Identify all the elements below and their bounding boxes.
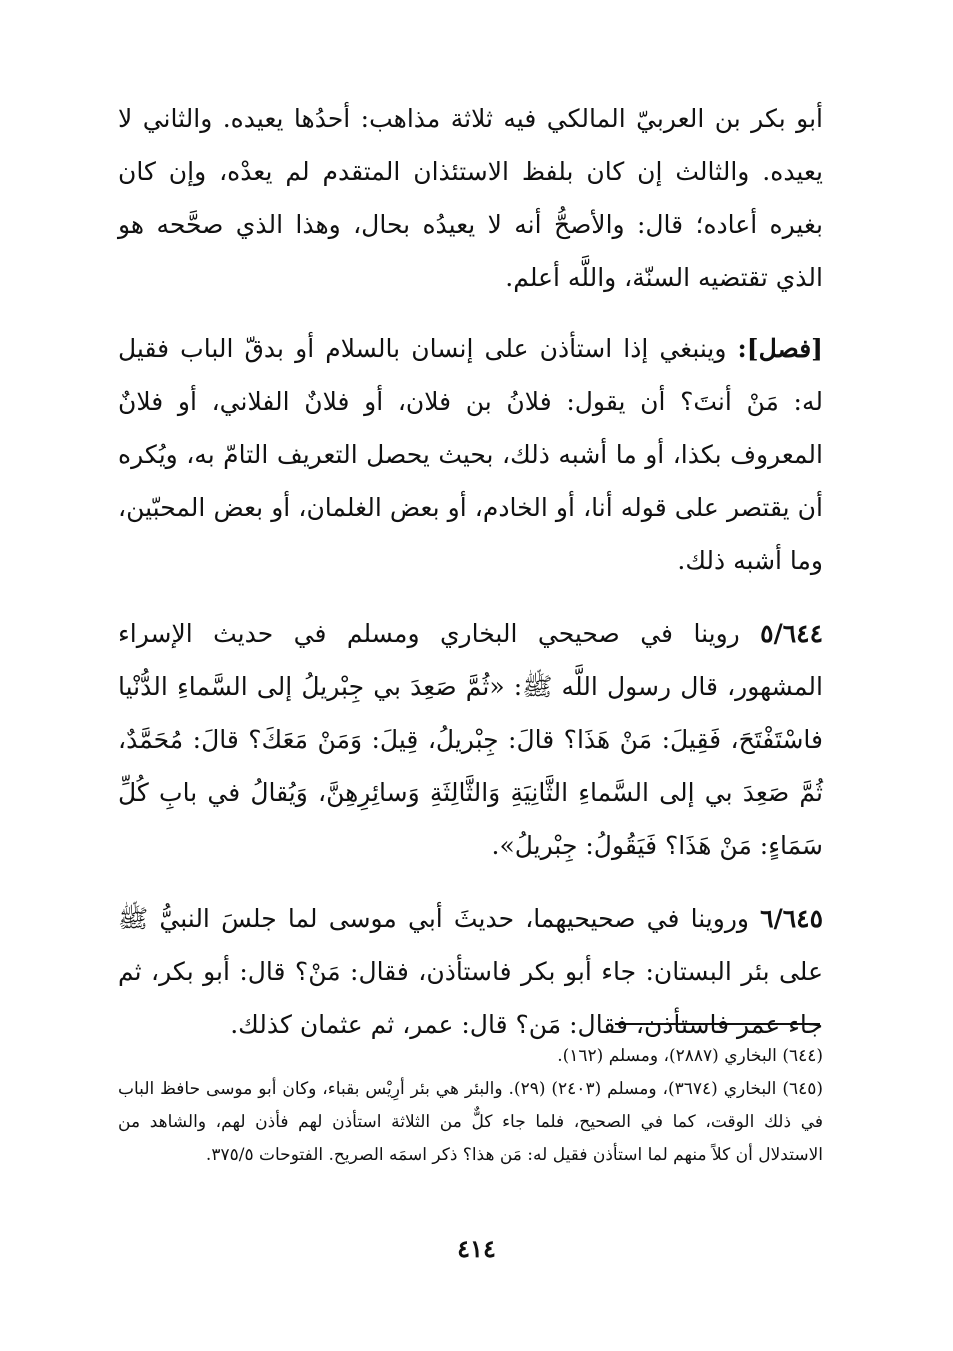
paragraph-text: وينبغي إذا استأذن على إنسان بالسلام أو بدقّ الباب فقيل له: مَنْ أنتَ؟ أن يقول: فلانُ بن فلان، أو فلانٌ الفلاني، أو فلانٌ المعروف بكذا، أو ما أشبه ذلك، بحيث يحصل التعريف التامّ به، ويُكره أن يقتصر على قوله أنا، أو الخادم، أو بعض الغلمان، أو بعض المحبّين، وما أشبه ذلك. xyxy=(118,334,823,575)
section-label: [فصل]: xyxy=(737,334,823,363)
paragraph-text: وروينا في صحيحيهما، حديثَ أبي موسى لما جلسَ النبيُّ ﷺ على بئر البستان: جاء أبو بكر فاستأذن، فقال: مَنْ؟ قال: أبو بكر، ثم جاء عمر فاستأذن، فقال: مَن؟ قال: عمر، ثم عثمان كذلك. xyxy=(118,904,823,1039)
paragraph-fasl xyxy=(118,322,823,587)
hadith-number: ٥/٦٤٤ xyxy=(760,619,823,648)
page-number: ٤١٤ xyxy=(457,1234,496,1263)
paragraph-text: روينا في صحيحي البخاري ومسلم في حديث الإسراء المشهور، قال رسول اللَّه ﷺ: «ثُمَّ صَعِدَ بي جِبْريلُ إلى السَّماءِ الدُّنْيا فاسْتَفْتَحَ، فَقِيلَ: مَنْ هَذَا؟ قالَ: جِبْريلُ، قِيلَ: وَمَنْ مَعَكَ؟ قالَ: مُحَمَّدٌ، ثُمَّ صَعِدَ بي إلى السَّماءِ الثَّانِيَةِ وَالثَّالِثَةِ وَسائِرِهِنَّ، وَيُقالُ في بابِ كُلِّ سَمَاءٍ: مَنْ هَذَا؟ فَيَقُولُ: جِبْريلُ». xyxy=(118,619,823,860)
main-text xyxy=(118,92,823,1051)
paragraph-text: أبو بكر بن العربيّ المالكي فيه ثلاثة مذاهب: أحدُها يعيده. والثاني لا يعيده. والثالث إن كان بلفظ الاستئذان المتقدم لم يعدْه، وإن كان بغيره أعاده؛ قال: والأصحُّ أنه لا يعيدُه بحال، وهذا الذي صحَّحه هو الذي تقتضيه السنّة، واللَّه أعلم. xyxy=(118,104,823,292)
paragraph-hadith-644 xyxy=(118,607,823,872)
hadith-number: ٦/٦٤٥ xyxy=(760,904,823,933)
paragraph-opinions xyxy=(118,92,823,304)
footnotes xyxy=(118,1040,823,1172)
footnote-644: (٦٤٤) البخاري (٢٨٨٧)، ومسلم (١٦٢). xyxy=(557,1046,823,1066)
footnote-divider xyxy=(615,1023,820,1025)
footnote-645: (٦٤٥) البخاري (٣٦٧٤)، ومسلم (٢٤٠٣) (٢٩). والبئر هي بئر أرِيْس بقباء، وكان أبو موسى حافظ الباب في ذلك الوقت، كما في الصحيح، فلما جاء كلٌّ من الثلاثة استأذن لهم فأذن لهم، والشاهد من الاستدلال أن كلاً منهم لما استأذن فقيل له: مَن هذا؟ ذكر اسمَه الصريح. الفتوحات ٣٧٥/٥. xyxy=(118,1079,824,1165)
paragraph-hadith-645 xyxy=(118,892,823,1051)
